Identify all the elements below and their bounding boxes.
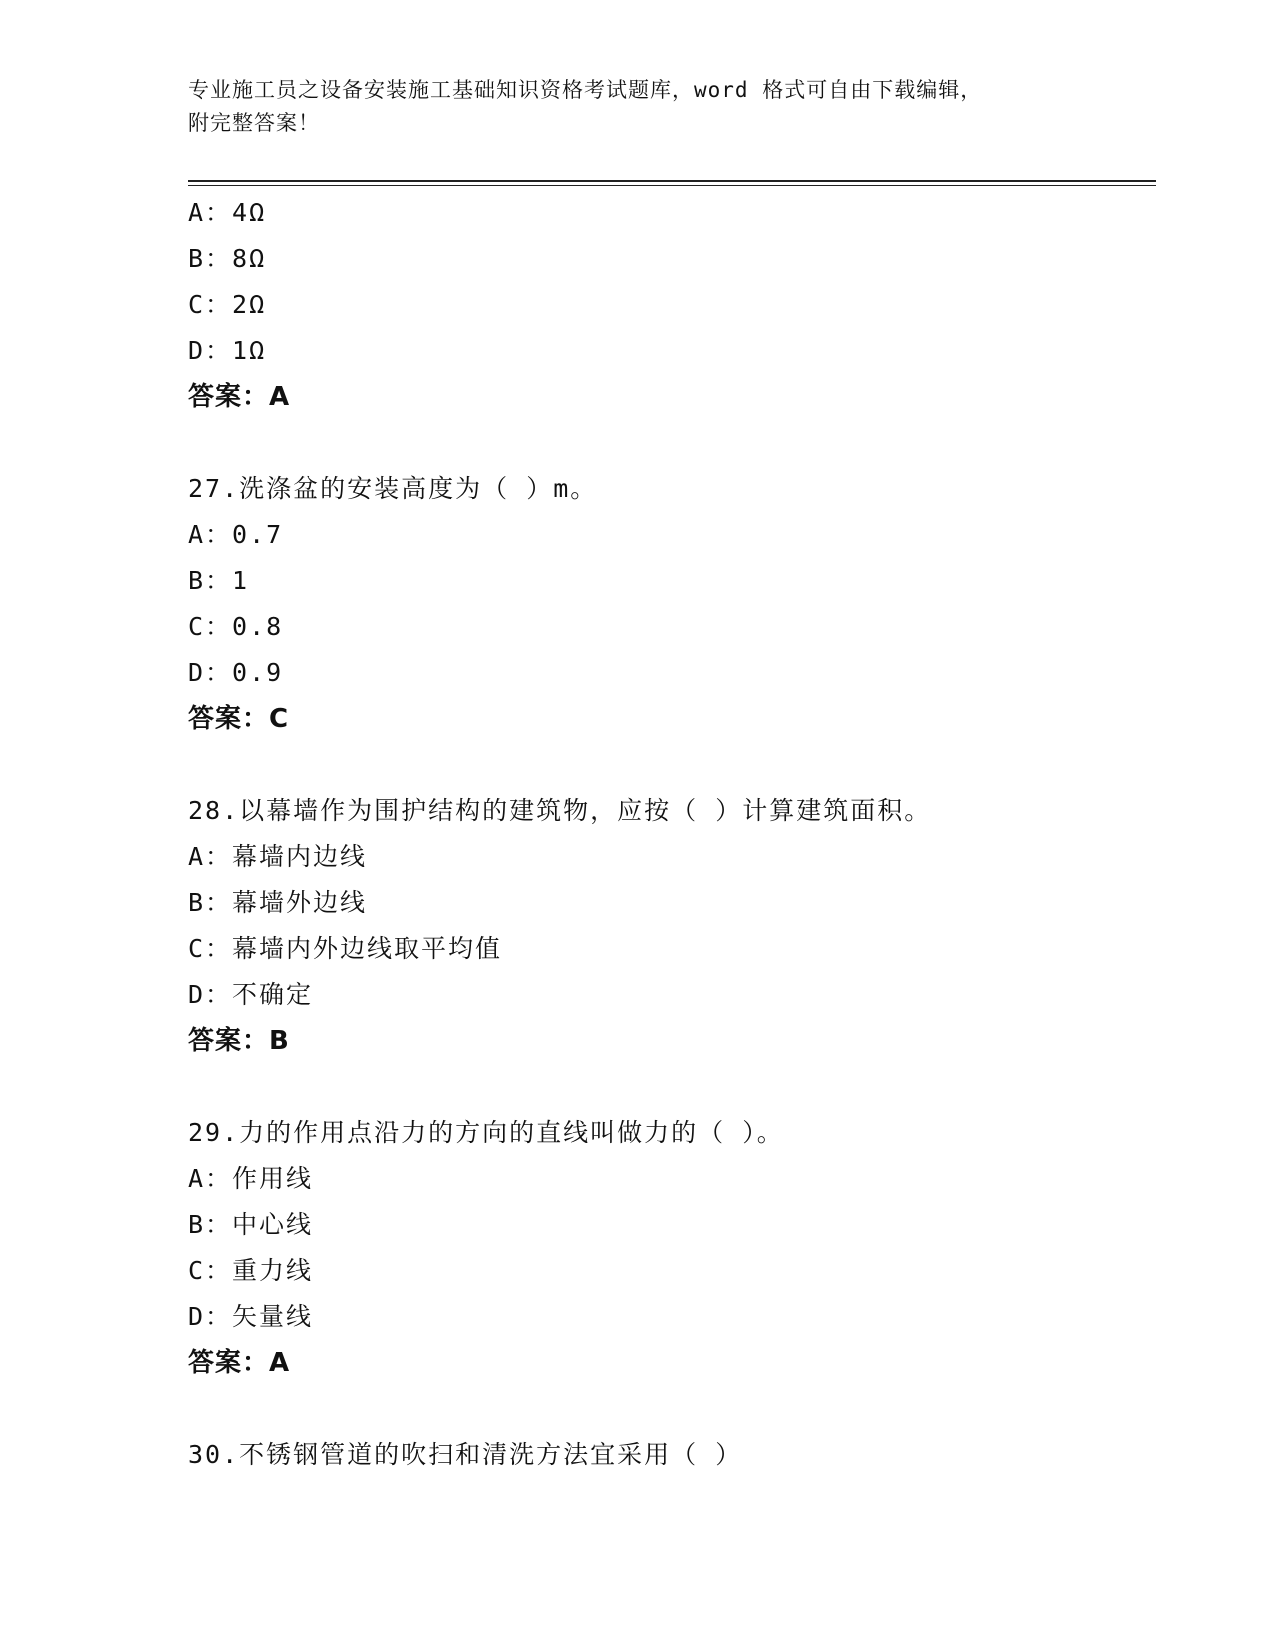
- option-d: D：1Ω: [188, 336, 267, 365]
- question-block: [188, 1432, 1148, 1478]
- option-b: B：1: [188, 566, 250, 595]
- question-stem: 29.力的作用点沿力的方向的直线叫做力的（ ）。: [188, 1118, 784, 1147]
- question-block: [188, 1110, 1148, 1386]
- header-divider-thin: [188, 185, 1156, 186]
- question-block: [188, 788, 1148, 1064]
- answer-line: 答案：B: [188, 1026, 290, 1056]
- answer-line: 答案：C: [188, 704, 290, 734]
- option-a: A：4Ω: [188, 198, 267, 227]
- option-b: B：幕墙外边线: [188, 888, 368, 917]
- header-line-1: 专业施工员之设备安装施工基础知识资格考试题库，word 格式可自由下载编辑，: [188, 78, 983, 102]
- option-d: D：不确定: [188, 980, 314, 1009]
- spacer: [188, 742, 1148, 788]
- option-a: A：0.7: [188, 520, 284, 549]
- question-stem: 30.不锈钢管道的吹扫和清洗方法宜采用（ ）: [188, 1440, 743, 1469]
- header-divider-thick: [188, 180, 1156, 182]
- spacer: [188, 1064, 1148, 1110]
- option-b: B：中心线: [188, 1210, 314, 1239]
- question-block: [188, 190, 1148, 420]
- question-stem: 28.以幕墙作为围护结构的建筑物，应按（ ）计算建筑面积。: [188, 796, 932, 825]
- option-a: A：作用线: [188, 1164, 314, 1193]
- option-d: D：矢量线: [188, 1302, 314, 1331]
- question-block: [188, 466, 1148, 742]
- option-b: B：8Ω: [188, 244, 267, 273]
- spacer: [188, 1386, 1148, 1432]
- spacer: [188, 420, 1148, 466]
- question-list: [188, 190, 1148, 1478]
- answer-line: 答案：A: [188, 382, 291, 412]
- question-stem: 27.洗涤盆的安装高度为（ ）m。: [188, 474, 598, 503]
- document-header: [188, 74, 1068, 140]
- option-c: C：重力线: [188, 1256, 314, 1285]
- option-c: C：2Ω: [188, 290, 267, 319]
- header-line-2: 附完整答案！: [188, 111, 320, 135]
- option-c: C：0.8: [188, 612, 284, 641]
- option-d: D：0.9: [188, 658, 284, 687]
- option-a: A：幕墙内边线: [188, 842, 368, 871]
- answer-line: 答案：A: [188, 1348, 291, 1378]
- option-c: C：幕墙内外边线取平均值: [188, 934, 503, 963]
